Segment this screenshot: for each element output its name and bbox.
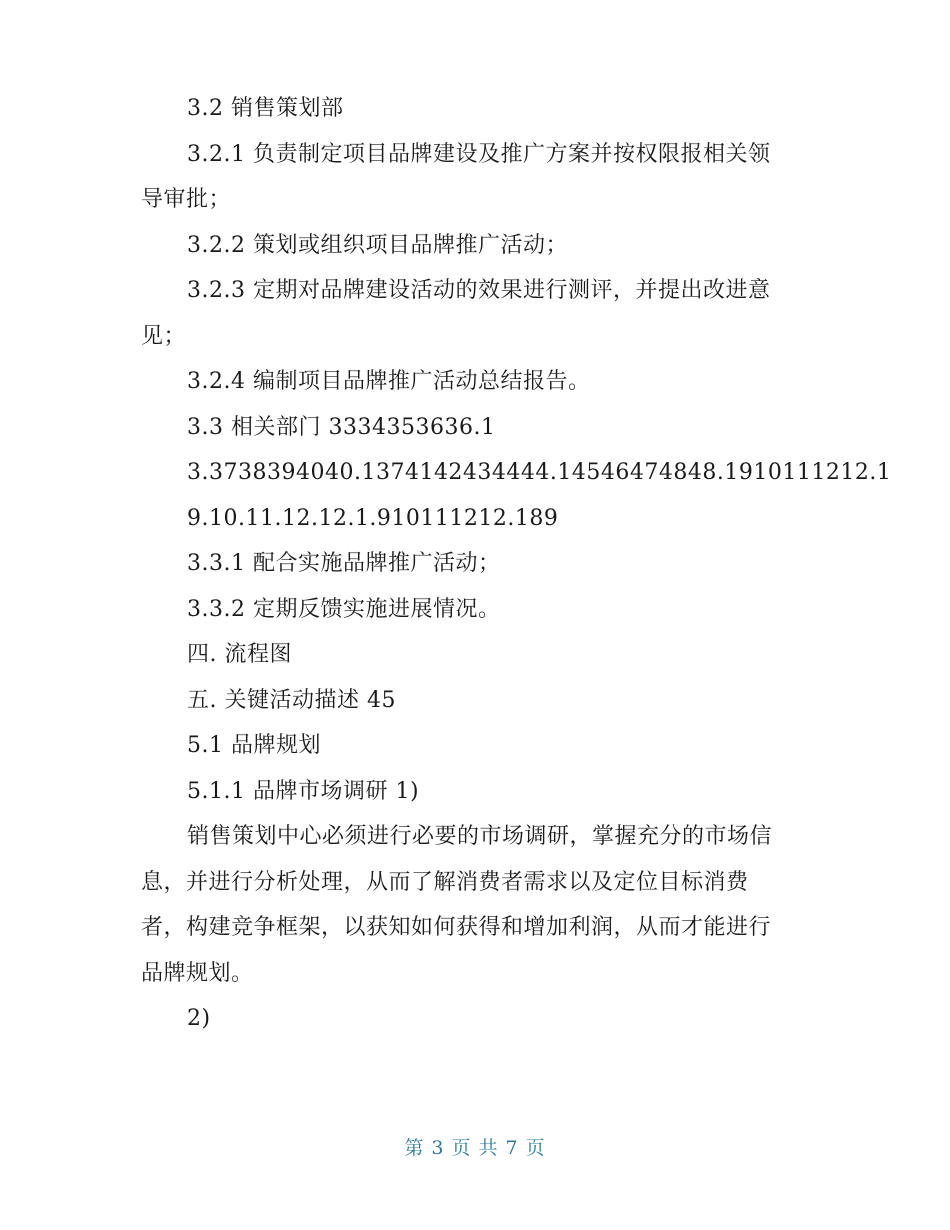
paragraph-3-3-1: 3.3.1 配合实施品牌推广活动；	[187, 551, 501, 576]
paragraph-3-2-3: 3.2.3 定期对品牌建设活动的效果进行测评，并提出改进意	[187, 278, 771, 303]
paragraph-3-2-3-continued: 见；	[141, 323, 187, 349]
paragraph-3-2-1-continued: 导审批；	[141, 187, 232, 212]
heading-3-2: 3.2 销售策划部	[187, 96, 344, 121]
numeric-line-1: 3.3738394040.1374142434444.14546474848.1910111212.1	[187, 460, 892, 485]
numeric-line-2: 9.10.11.12.12.1.910111212.189	[187, 505, 559, 531]
body-paragraph-line-4: 品牌规划。	[141, 960, 254, 986]
paragraph-3-2-4: 3.2.4 编制项目品牌推广活动总结报告。	[187, 369, 591, 394]
heading-section-5: 五. 关键活动描述 45	[187, 687, 396, 713]
heading-5-1: 5.1 品牌规划	[187, 733, 321, 758]
list-marker-2: 2)	[187, 1006, 211, 1031]
paragraph-3-3-2: 3.3.2 定期反馈实施进展情况。	[187, 596, 501, 622]
document-body	[141, 86, 892, 1042]
body-paragraph-line-2: 息，并进行分析处理，从而了解消费者需求以及定位目标消费	[141, 869, 749, 895]
heading-3-3: 3.3 相关部门 3334353636.1	[187, 414, 496, 440]
heading-5-1-1: 5.1.1 品牌市场调研 1)	[187, 778, 420, 804]
body-paragraph-line-1: 销售策划中心必须进行必要的市场调研，掌握充分的市场信	[187, 824, 773, 849]
paragraph-3-2-1: 3.2.1 负责制定项目品牌建设及推广方案并按权限报相关领	[187, 141, 771, 167]
paragraph-3-2-2: 3.2.2 策划或组织项目品牌推广活动；	[187, 232, 568, 258]
page-number-footer: 第 3 页 共 7 页	[404, 1137, 546, 1159]
heading-section-4: 四. 流程图	[187, 642, 292, 667]
body-paragraph-line-3: 者，构建竞争框架，以获知如何获得和增加利润，从而才能进行	[141, 915, 772, 940]
